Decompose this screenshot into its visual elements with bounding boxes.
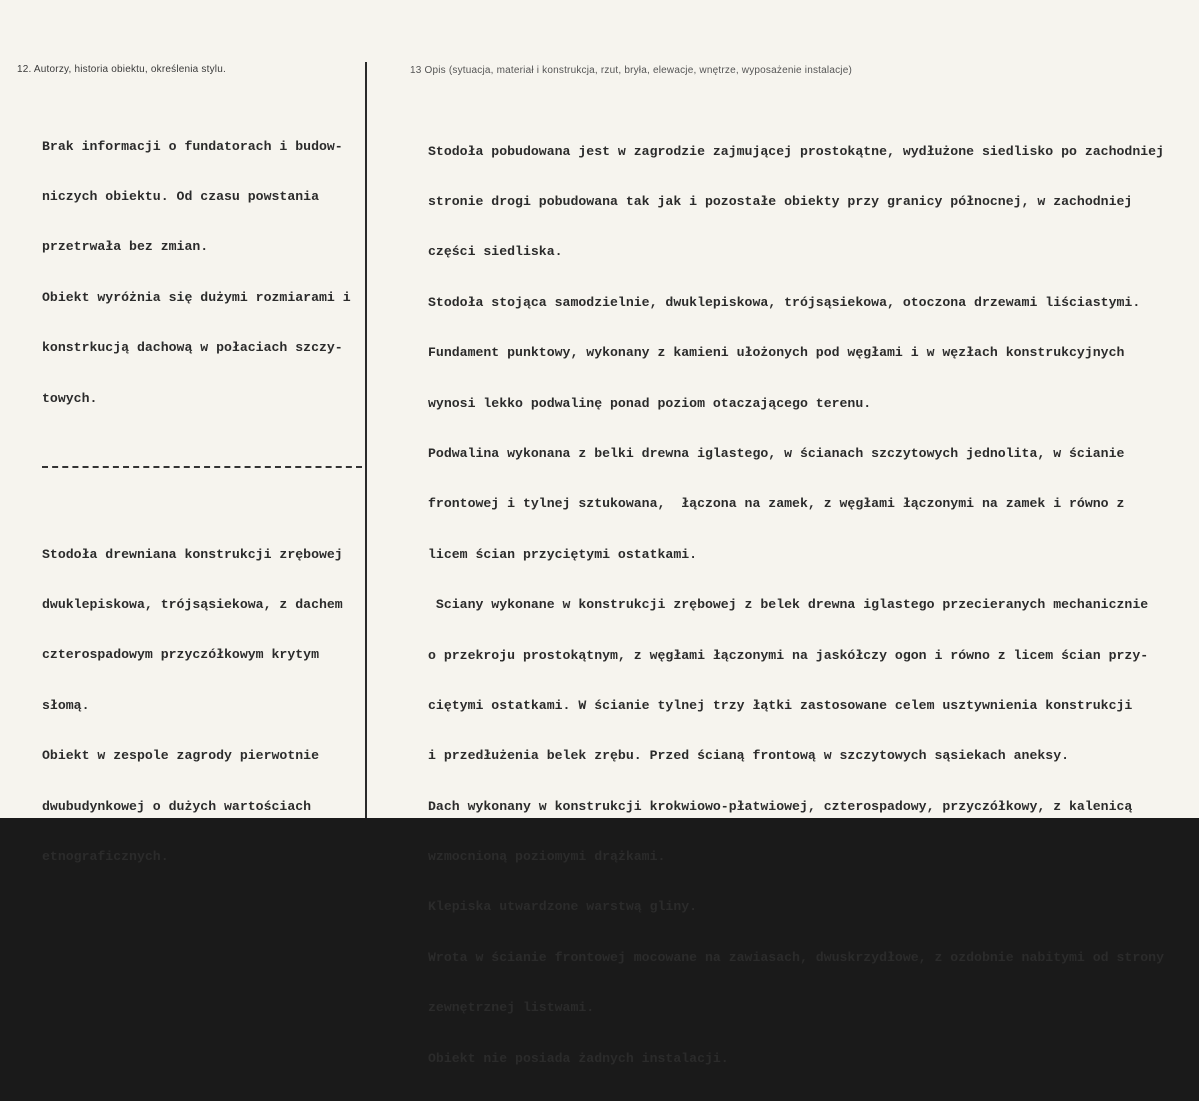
text-line: towych. [42, 390, 98, 406]
text-line: Obiekt w zespole zagrody pierwotnie [42, 748, 319, 764]
dashed-separator [42, 466, 362, 468]
text-line: wzmocnioną poziomymi drążkami. [428, 849, 666, 865]
text-line: wynosi lekko podwalinę ponad poziom otaczającego terenu. [428, 395, 872, 411]
text-line: Fundament punktowy, wykonany z kamieni ułożonych pod węgłami i w węzłach konstrukcyjnych [428, 345, 1125, 361]
text-line: Stodoła pobudowana jest w zagrodzie zajmującej prostokątne, wydłużone siedlisko po zachodniej [428, 143, 1164, 159]
text-line: Obiekt wyróżnia się dużymi rozmiarami i [42, 289, 351, 305]
text-line: stronie drogi pobudowana tak jak i pozostałe obiekty przy granicy północnej, w zachodniej [428, 193, 1133, 209]
text-line: licem ścian przyciętymi ostatkami. [428, 546, 698, 562]
text-line: Klepiska utwardzone warstwą gliny. [428, 899, 698, 915]
text-line: Brak informacji o fundatorach i budow- [42, 138, 343, 154]
text-line: dwubudynkowej o dużych wartościach [42, 798, 312, 814]
text-line: przetrwała bez zmian. [42, 239, 209, 255]
section-12-header: 12. Autorzy, historia obiektu, określenia stylu. [17, 64, 226, 75]
text-line: Stodoła drewniana konstrukcji zrębowej [42, 546, 343, 562]
text-line: Podwalina wykonana z belki drewna iglastego, w ścianach szczytowych jednolita, w ścianie [428, 445, 1125, 461]
column-divider [365, 62, 367, 818]
text-line: niczych obiektu. Od czasu powstania [42, 188, 319, 204]
text-line: Obiekt nie posiada żadnych instalacji. [428, 1050, 729, 1066]
text-line: frontowej i tylnej sztukowana, łączona na zamek, z węgłami łączonymi na zamek i równo z [428, 496, 1125, 512]
text-line: Wrota w ścianie frontowej mocowane na zawiasach, dwuskrzydłowe, z ozdobnie nabitymi od strony [428, 949, 1164, 965]
text-line: zewnętrznej listwami. [428, 1000, 595, 1016]
text-line: czterospadowym przyczółkowym krytym [42, 647, 319, 663]
text-line: konstrkucją dachową w połaciach szczy- [42, 340, 343, 356]
text-line: i przedłużenia belek zrębu. Przed ścianą frontową w szczytowych sąsiekach aneksy. [428, 748, 1070, 764]
description-text [428, 110, 1164, 1101]
text-line: części siedliska. [428, 244, 563, 260]
style-summary-text [42, 513, 343, 899]
authors-history-text [42, 105, 351, 441]
text-line: Sciany wykonane w konstrukcji zrębowej z belek drewna iglastego przecieranych mechanicznie [428, 597, 1149, 613]
text-line: dwuklepiskowa, trójsąsiekowa, z dachem [42, 596, 343, 612]
text-line: etnograficznych. [42, 848, 169, 864]
section-13-header: 13 Opis (sytuacja, materiał i konstrukcja, rzut, bryła, elewacje, wnętrze, wyposażenie instalacje) [410, 65, 852, 76]
text-line: o przekroju prostokątnym, z węgłami łączonymi na jaskółczy ogon i równo z licem ścian przy- [428, 647, 1149, 663]
text-line: Dach wykonany w konstrukcji krokwiowo-płatwiowej, czterospadowy, przyczółkowy, z kalenicą [428, 798, 1133, 814]
text-line: ciętymi ostatkami. W ścianie tylnej trzy łątki zastosowane celem usztywnienia konstrukcji [428, 697, 1133, 713]
text-line: Stodoła stojąca samodzielnie, dwuklepiskowa, trójsąsiekowa, otoczona drzewami liściastymi. [428, 294, 1141, 310]
text-line: słomą. [42, 697, 90, 713]
